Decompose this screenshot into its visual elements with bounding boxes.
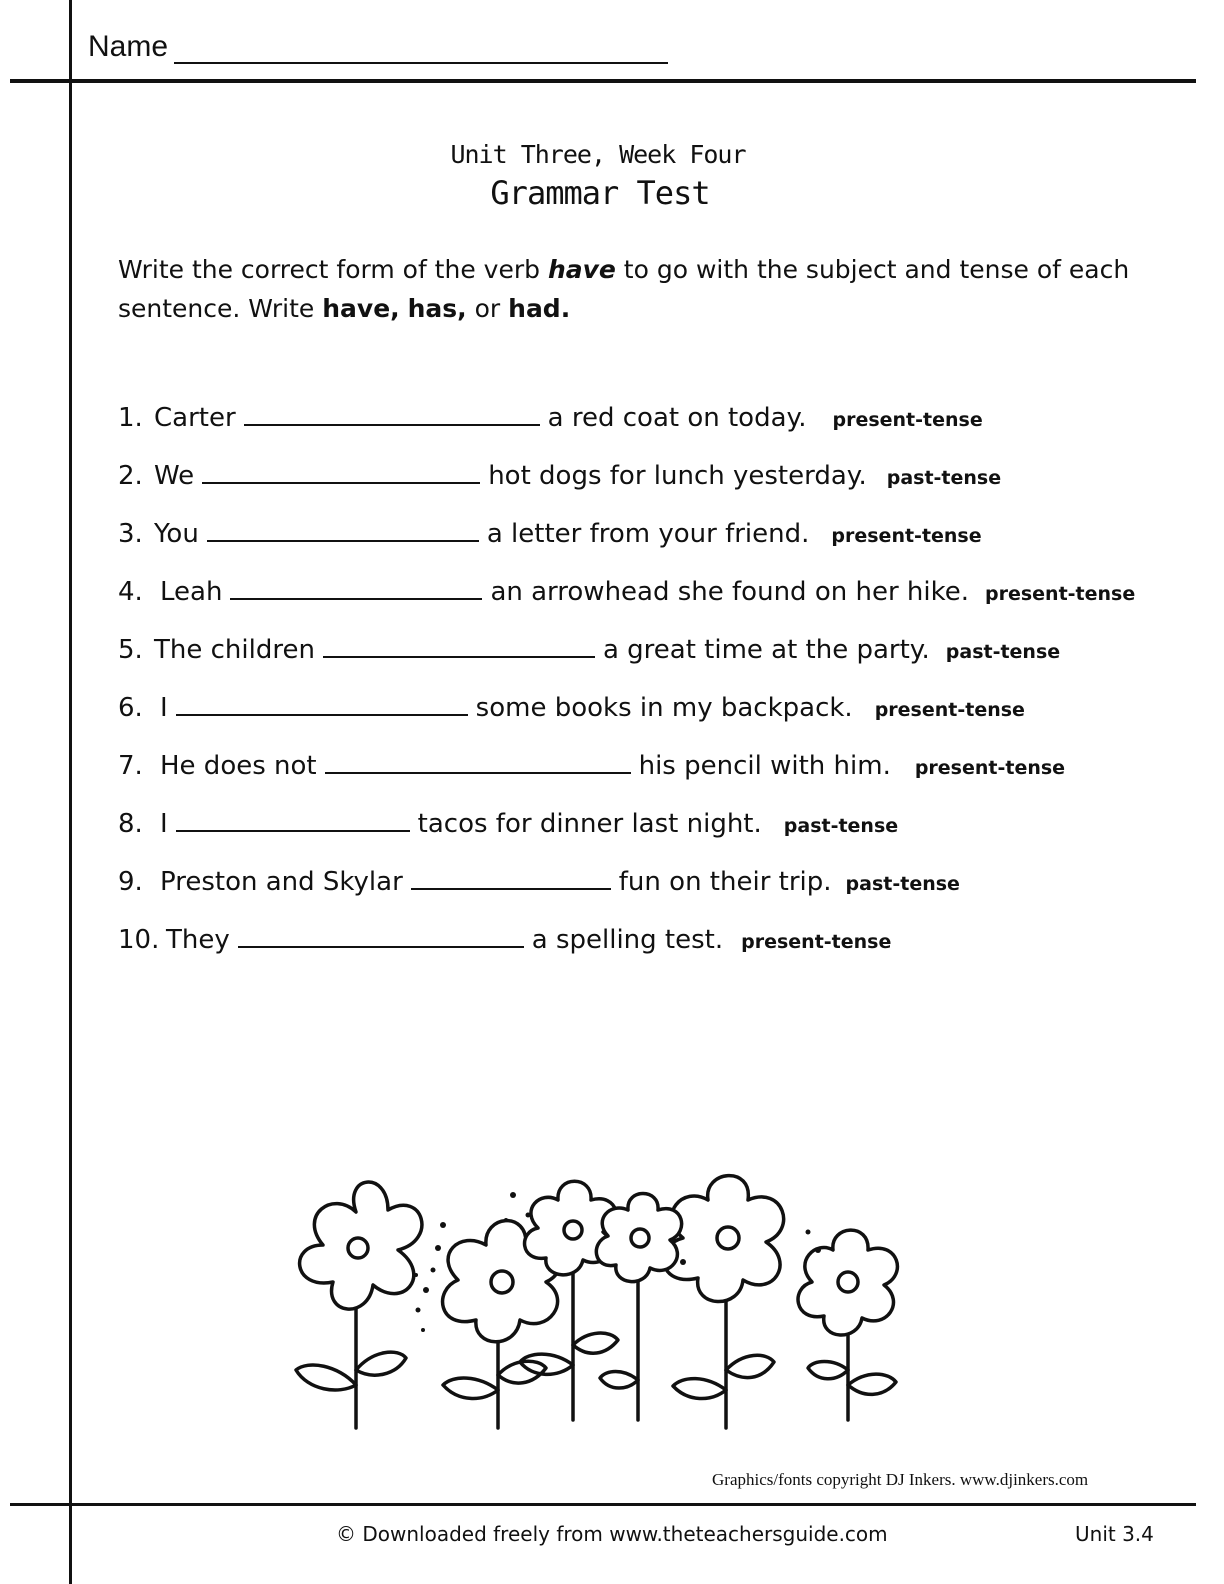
question-text: a red coat on today. (547, 403, 807, 433)
footer-rule (10, 1503, 1196, 1506)
question-number: 9. (118, 867, 143, 897)
question-number: 3. (118, 519, 143, 549)
question-number: 5. (118, 635, 143, 665)
question-number: 8. (118, 809, 143, 839)
flower-icon (664, 1176, 784, 1428)
answer-blank[interactable] (176, 692, 468, 716)
question-text: hot dogs for lunch yesterday. (488, 461, 867, 491)
question-subject: You (154, 519, 199, 549)
question-item (118, 402, 1198, 460)
question-list (118, 402, 1198, 982)
answer-blank[interactable] (238, 924, 524, 948)
tense-hint: present-tense (831, 525, 982, 547)
tense-hint: present-tense (832, 409, 983, 431)
question-item (118, 460, 1198, 518)
question-item (118, 634, 1198, 692)
tense-hint: present-tense (874, 699, 1025, 721)
answer-blank[interactable] (411, 866, 611, 890)
tense-hint: past-tense (783, 815, 899, 837)
page-title: Grammar Test (490, 174, 710, 212)
question-item (118, 750, 1198, 808)
credits-text: Graphics/fonts copyright DJ Inkers. www.djinkers.com (712, 1470, 1089, 1489)
question-subject: I (160, 809, 168, 839)
answer-blank[interactable] (230, 576, 482, 600)
question-subject: Leah (160, 577, 223, 607)
question-item (118, 808, 1198, 866)
question-text: an arrowhead she found on her hike. (490, 577, 969, 607)
flowers-illustration (288, 1170, 928, 1430)
question-text: a spelling test. (531, 925, 724, 955)
flower-icon (798, 1230, 897, 1420)
flower-icon (296, 1182, 422, 1428)
answer-blank[interactable] (207, 518, 479, 542)
instructions: Write the correct form of the verb have to go with the subject and tense of each sentence. Write have, has, or had. (118, 255, 1130, 323)
question-text: a letter from your friend. (486, 519, 810, 549)
question-number: 1. (118, 403, 143, 433)
question-number: 2. (118, 461, 143, 491)
download-link[interactable]: © Downloaded freely from www.theteachersguide.com (336, 1522, 888, 1546)
question-number: 4. (118, 577, 143, 607)
question-text: fun on their trip. (618, 867, 832, 897)
margin-line (69, 0, 72, 1584)
question-subject: He does not (160, 751, 317, 781)
header-rule (10, 79, 1196, 83)
question-number: 6. (118, 693, 143, 723)
question-text: his pencil with him. (638, 751, 891, 781)
unit-title: Unit Three, Week Four (450, 140, 746, 169)
flower-icon (596, 1194, 681, 1421)
question-subject: The children (154, 635, 315, 665)
question-number: 10. (118, 925, 160, 955)
answer-blank[interactable] (325, 750, 631, 774)
question-subject: Preston and Skylar (160, 867, 403, 897)
tense-hint: past-tense (886, 467, 1002, 489)
question-subject: They (166, 925, 230, 955)
answer-blank[interactable] (244, 402, 540, 426)
question-text: some books in my backpack. (475, 693, 853, 723)
question-subject: I (160, 693, 168, 723)
tense-hint: past-tense (945, 641, 1061, 663)
unit-number: Unit 3.4 (1075, 1522, 1154, 1546)
tense-hint: present-tense (985, 583, 1136, 605)
question-number: 7. (118, 751, 143, 781)
question-subject: We (154, 461, 195, 491)
question-item (118, 866, 1198, 924)
question-item (118, 518, 1198, 576)
name-blank[interactable] (174, 62, 668, 64)
tense-hint: present-tense (914, 757, 1066, 779)
question-item (118, 924, 1198, 982)
question-item (118, 576, 1198, 634)
answer-blank[interactable] (176, 808, 410, 832)
tense-hint: present-tense (741, 931, 892, 953)
answer-blank[interactable] (323, 634, 595, 658)
question-subject: Carter (154, 403, 236, 433)
question-item (118, 692, 1198, 750)
question-text: tacos for dinner last night. (417, 809, 762, 839)
tense-hint: past-tense (845, 873, 960, 895)
name-label: Name (88, 30, 169, 63)
answer-blank[interactable] (202, 460, 480, 484)
question-text: a great time at the party. (602, 635, 930, 665)
